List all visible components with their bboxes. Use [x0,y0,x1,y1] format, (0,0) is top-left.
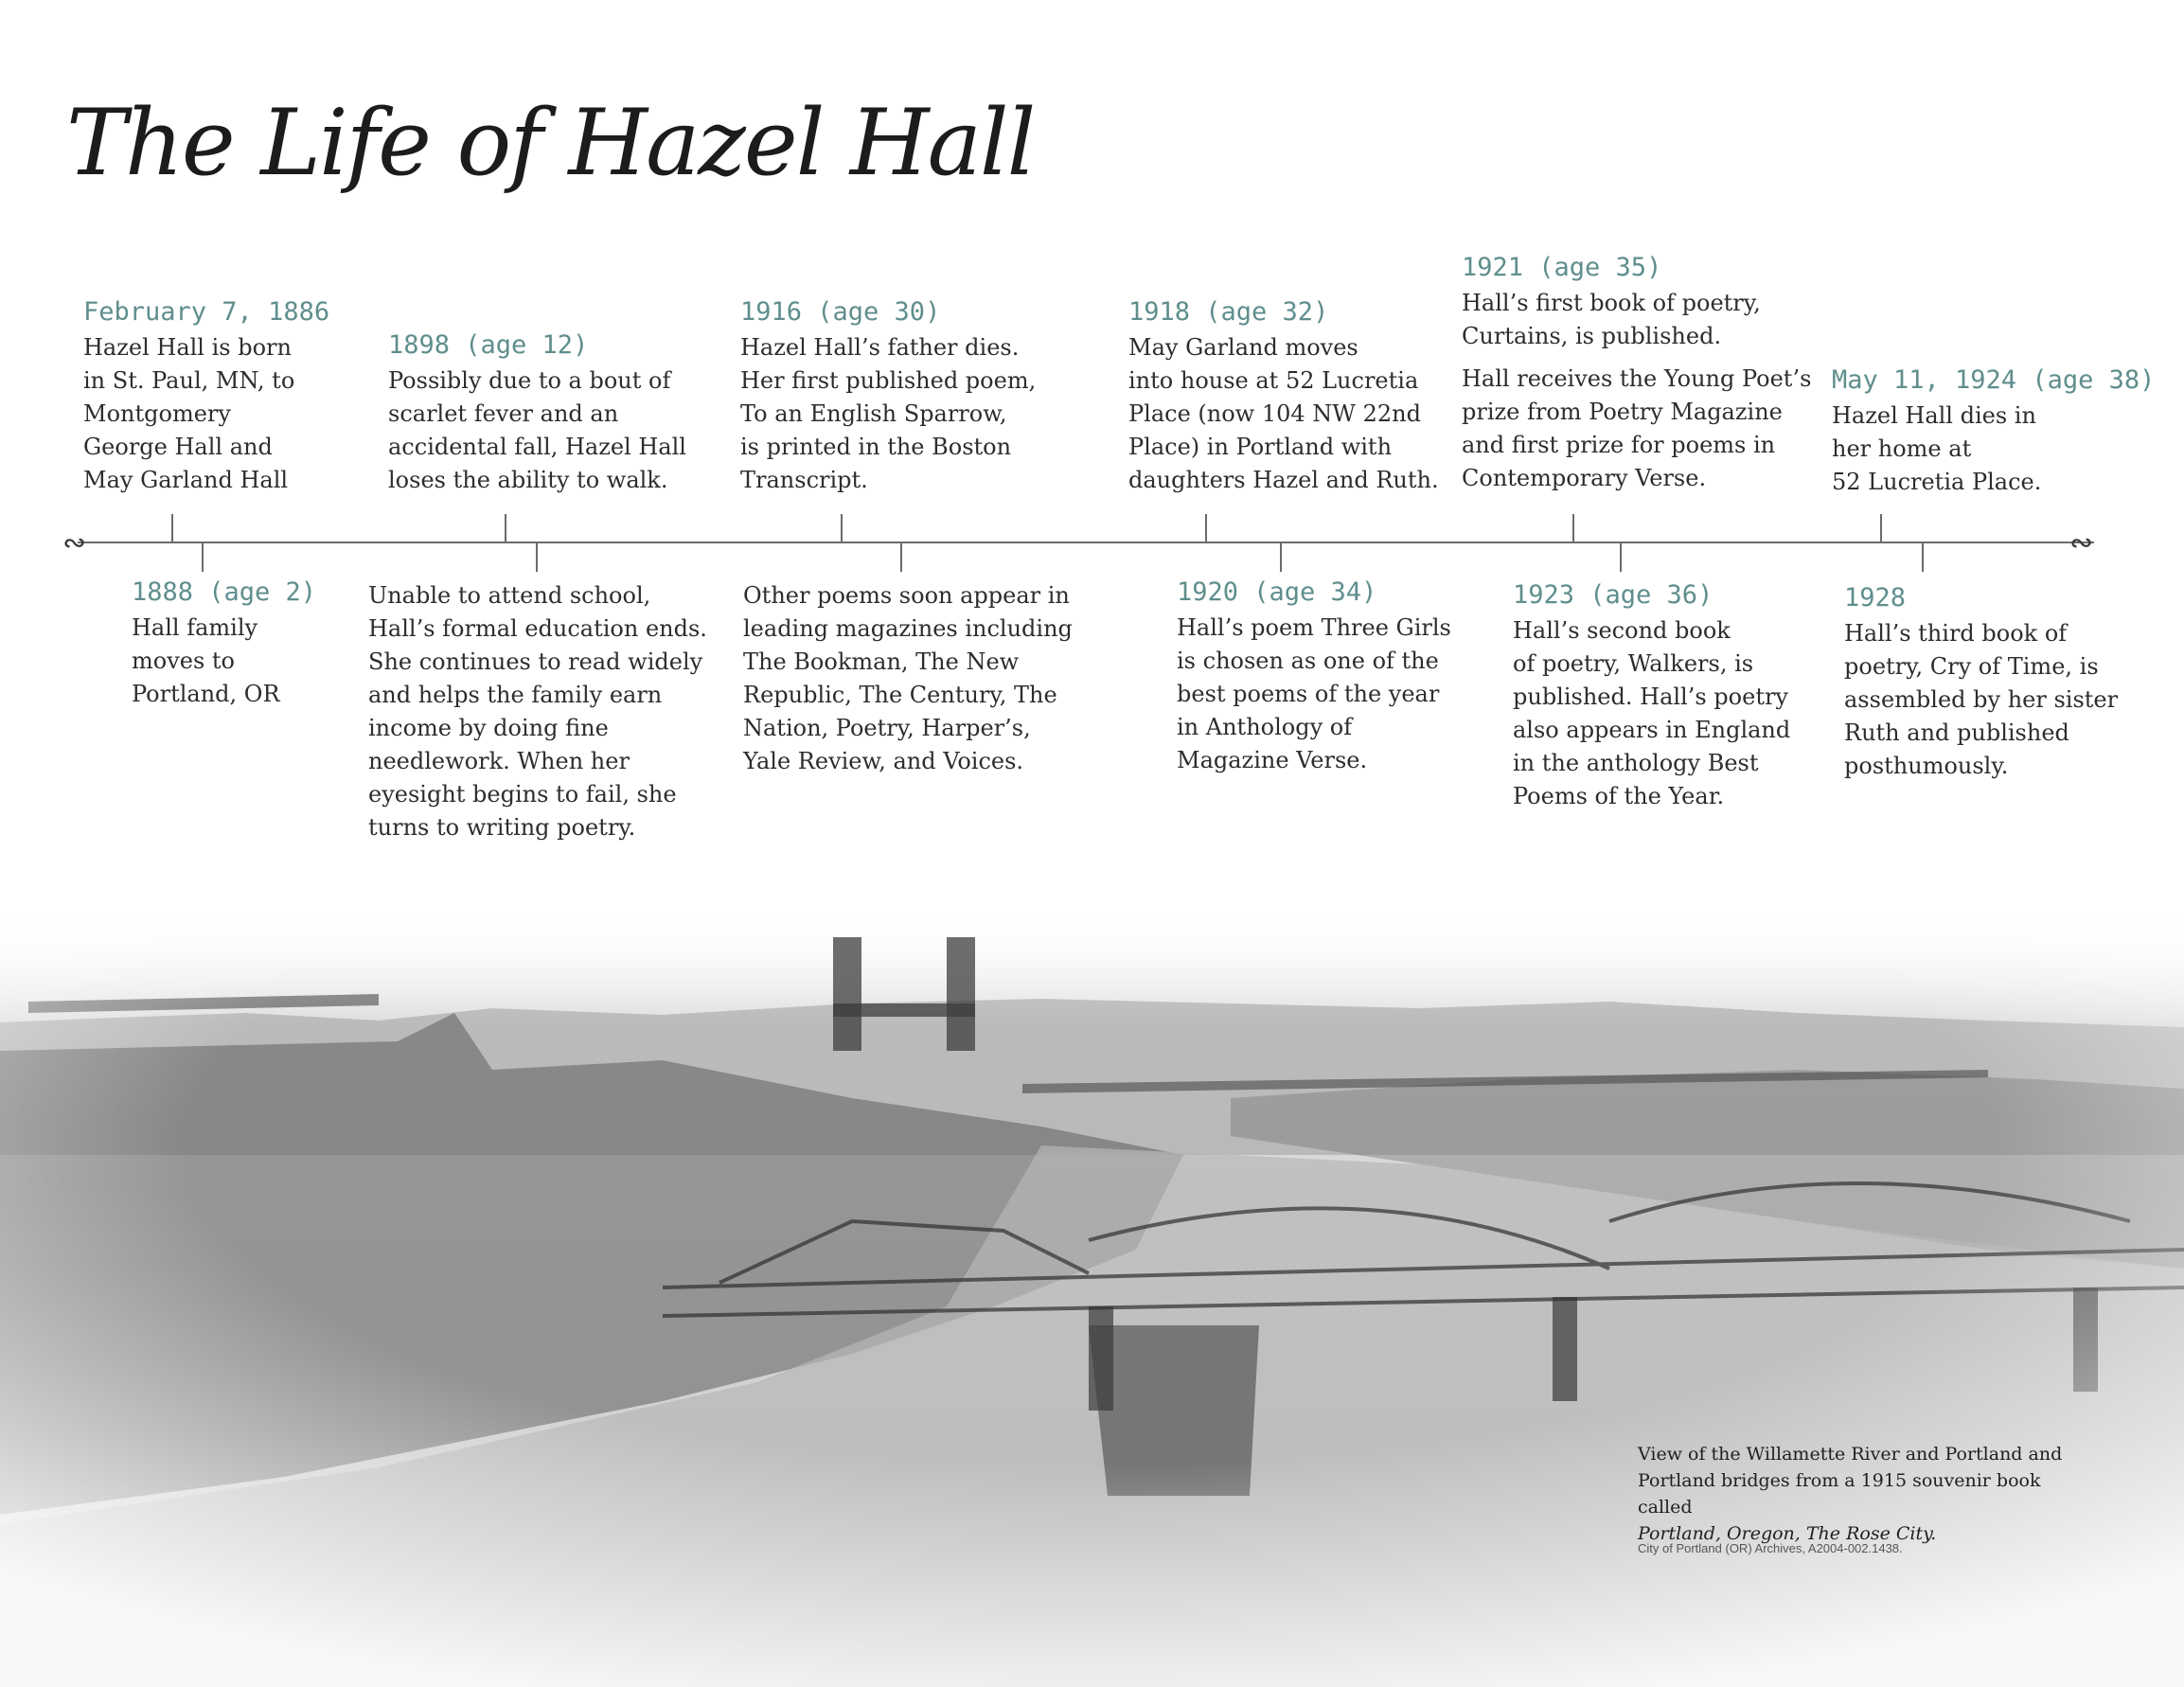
timeline-tick [202,543,204,572]
event-description: Possibly due to a bout of scarlet fever and an accidental fall, Hazel Hall loses the ability to walk. [388,367,686,493]
timeline-start-ornament: ∾ [62,526,87,559]
event-description: Unable to attend school, Hall’s formal education ends. She continues to read widely and helps the family earn income by doing fine needlework. When her eyesight begins to fail, she turns to writing poetry. [368,582,707,841]
timeline-tick [900,543,902,572]
event-date: 1898 (age 12) [388,330,589,360]
event-description: Hazel Hall dies in her home at 52 Lucretia Place. [1832,402,2042,495]
timeline-event-1886 [83,295,367,497]
event-description: Hall’s second book of poetry, Walkers, is published. Hall’s poetry also appears in England in the anthology Best Poems of the Year. [1513,617,1791,809]
timeline-event-1920 [1177,576,1461,777]
photo-caption [1638,1441,2092,1547]
timeline-event-1916-continued [743,579,1093,778]
timeline-end-ornament: ∾ [2069,526,2094,559]
event-description: Hall receives the Young Poet’s prize from Poetry Magazine and first prize for poems in Contemporary Verse. [1462,365,1812,491]
timeline-tick [1922,543,1924,572]
timeline-event-1928 [1844,581,2147,783]
event-date: 1920 (age 34) [1177,577,1377,607]
timeline-tick [1620,543,1622,572]
timeline-axis [78,542,2094,543]
timeline-tick [1280,543,1282,572]
caption-book-title: Portland, Oregon, The Rose City. [1638,1523,1937,1544]
timeline-event-1898 [388,329,701,497]
timeline-tick [171,514,173,542]
event-description: Hazel Hall’s father dies. Her first published poem, To an English Sparrow, is printed in the Boston Transcript. [740,334,1037,493]
timeline-event-1916 [740,295,1053,497]
event-date: 1916 (age 30) [740,297,941,327]
timeline-tick [1572,514,1574,542]
event-description: May Garland moves into house at 52 Lucretia Place (now 104 NW 22nd Place) in Portland with daughters Hazel and Ruth. [1128,334,1439,493]
timeline-tick [1880,514,1882,542]
timeline-event-1923 [1513,578,1806,813]
event-date: 1921 (age 35) [1462,253,1662,282]
event-description: Hall’s first book of poetry, Curtains, is published. [1462,290,1761,349]
photo-credit: City of Portland (OR) Archives, A2004-002.1438. [1638,1541,1903,1555]
event-description: Hall family moves to Portland, OR [132,614,280,707]
timeline-event-1924 [1832,364,2154,499]
event-description: Other poems soon appear in leading magazines including The Bookman, The New Republic, The Century, The Nation, Poetry, Harper’s, Yale Review, and Voices. [743,582,1073,774]
event-description: Hall’s poem Three Girls is chosen as one of the best poems of the year in Anthology of Magazine Verse. [1177,614,1451,773]
timeline-event-1888 [132,576,368,711]
event-date: 1888 (age 2) [132,577,317,607]
timeline-event-1921 [1462,251,1821,495]
page-title: The Life of Hazel Hall [66,90,1035,196]
timeline-tick [841,514,843,542]
caption-text: View of the Willamette River and Portland and Portland bridges from a 1915 souvenir book called [1638,1444,2063,1518]
timeline-tick [505,514,506,542]
event-description: Hall’s third book of poetry, Cry of Time, is assembled by her sister Ruth and published posthumously. [1844,620,2119,779]
event-date: 1918 (age 32) [1128,297,1329,327]
event-date: February 7, 1886 [83,297,330,327]
timeline-event-1918 [1128,295,1441,497]
portland-river-photo [0,909,2184,1687]
timeline-tick [1205,514,1207,542]
timeline-tick [536,543,538,572]
event-date: May 11, 1924 (age 38) [1832,365,2156,395]
event-date: 1928 [1844,583,1907,613]
event-date: 1923 (age 36) [1513,580,1713,610]
event-description: Hazel Hall is born in St. Paul, MN, to Montgomery George Hall and May Garland Hall [83,334,295,493]
timeline-event-1898-continued [368,579,719,844]
